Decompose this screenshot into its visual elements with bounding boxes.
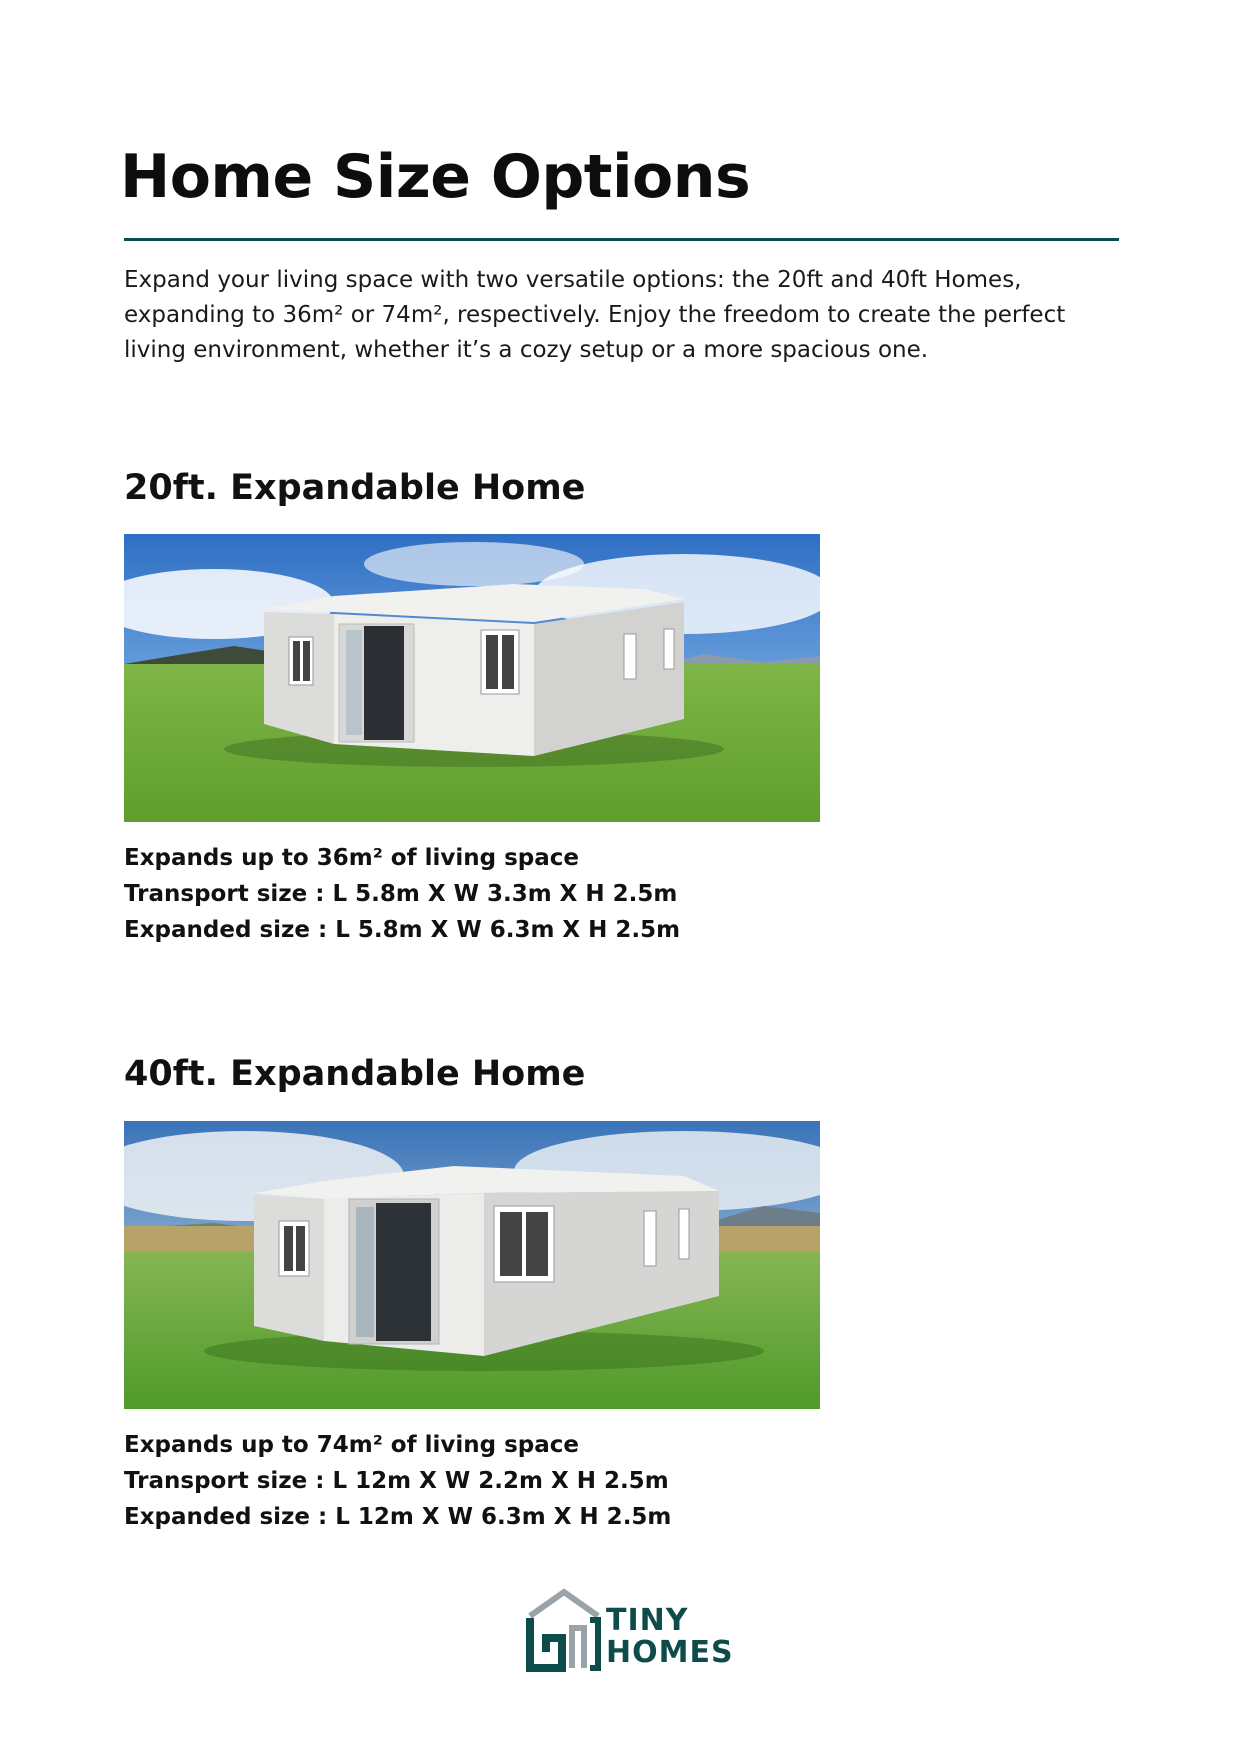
home-20ft-spec-transport: Transport size : L 5.8m X W 3.3m X H 2.5m [124,881,678,907]
intro-paragraph: Expand your living space with two versatile options: the 20ft and 40ft Homes, expanding to 36m² or 74m², respectively. Enjoy the freedom to create the perfect living environment, whether it’s a cozy setup or a more spacious one. [124,267,1066,363]
logo-text-homes: HOMES [606,1635,734,1670]
home-20ft-spec-expanded: Expanded size : L 5.8m X W 6.3m X H 2.5m [124,917,681,943]
home-40ft-spec-area: Expands up to 74m² of living space [124,1432,579,1458]
tiny-homes-logo [524,1588,734,1674]
page-title: Home Size Options [120,142,751,212]
house-outline-icon [524,1588,604,1674]
home-40ft-spec-transport: Transport size : L 12m X W 2.2m X H 2.5m [124,1468,669,1494]
home-20ft-specs [124,840,680,948]
title-divider [124,238,1119,241]
home-40ft-specs [124,1427,671,1535]
logo-text-tiny: TINY [606,1603,689,1638]
home-20ft-title: 20ft. Expandable Home [124,468,586,508]
home-20ft-photo [124,534,820,822]
home-40ft-title: 40ft. Expandable Home [124,1054,586,1094]
home-40ft-photo [124,1121,820,1409]
home-20ft-spec-area: Expands up to 36m² of living space [124,845,579,871]
home-40ft-spec-expanded: Expanded size : L 12m X W 6.3m X H 2.5m [124,1504,672,1530]
